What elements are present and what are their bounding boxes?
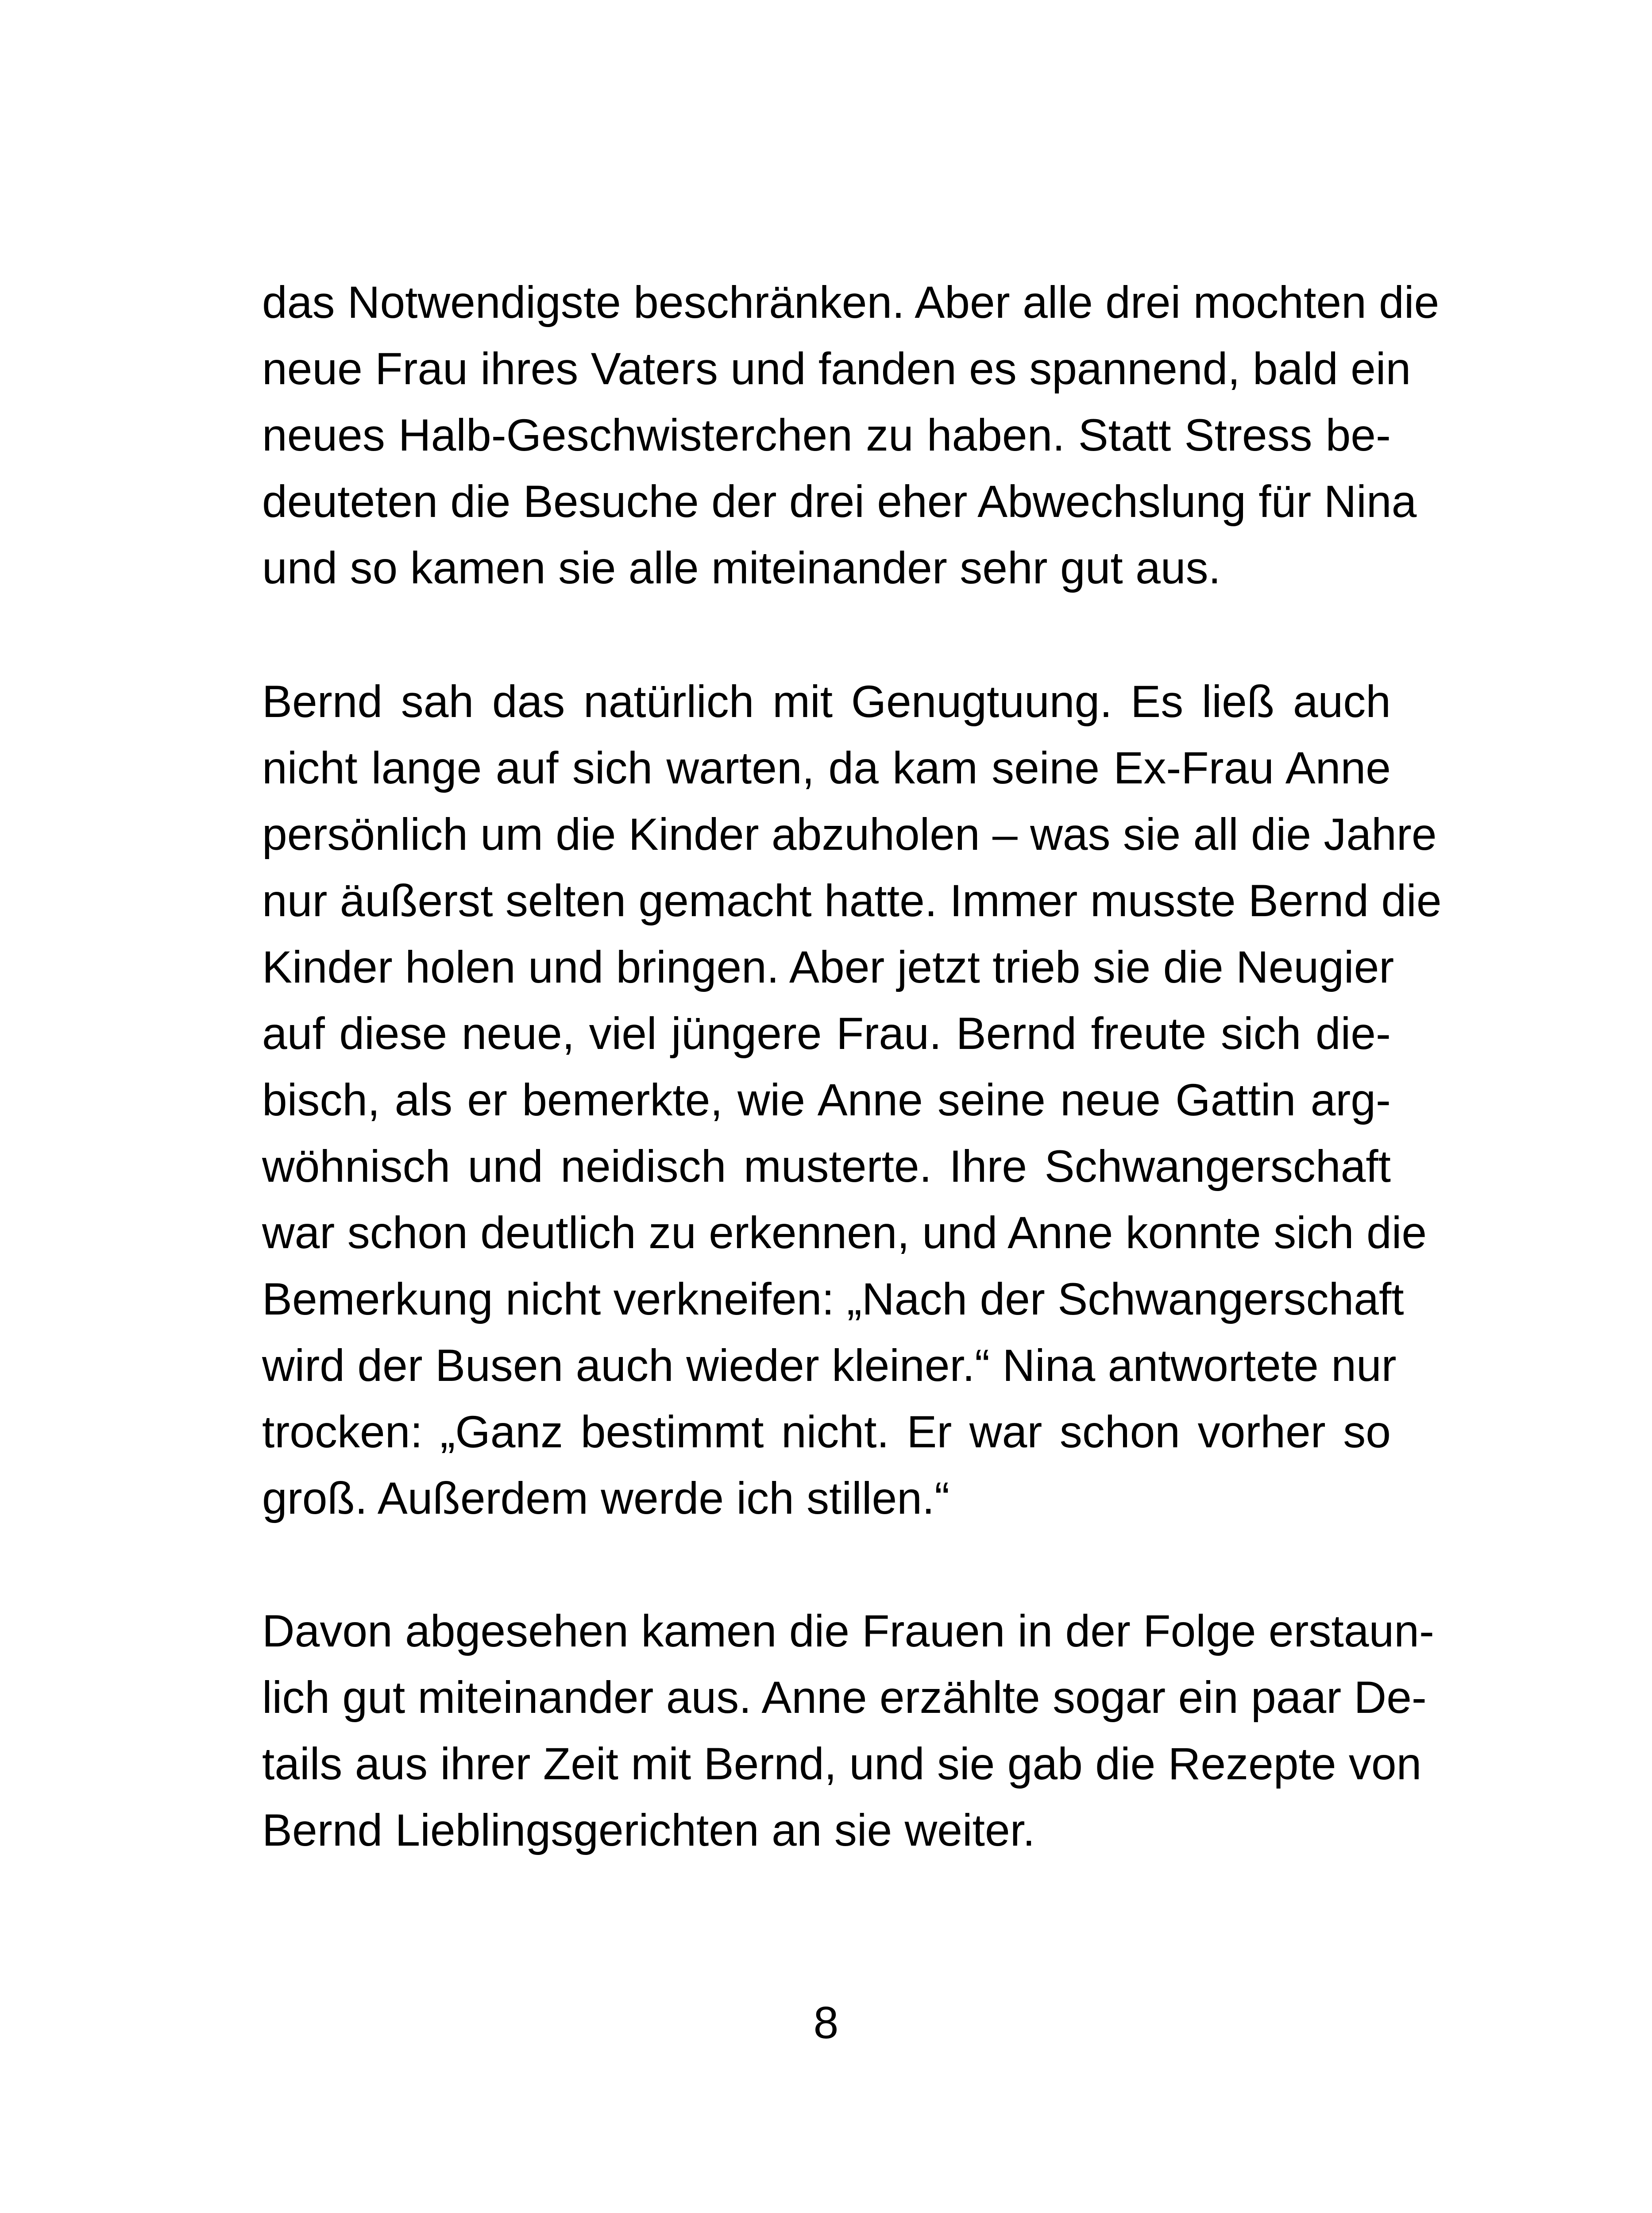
text-line: tails aus ihrer Zeit mit Bernd, und sie gab die Rezepte von xyxy=(262,1739,1422,1789)
text-line: nur äußerst selten gemacht hatte. Immer musste Bernd die xyxy=(262,875,1442,926)
text-line: trocken: „Ganz bestimmt nicht. Er war schon vorher so xyxy=(262,1407,1391,1457)
text-line: auf diese neue, viel jüngere Frau. Bernd freute sich die- xyxy=(262,1008,1391,1059)
text-line: und so kamen sie alle miteinander sehr gut aus. xyxy=(262,543,1221,593)
text-line: neue Frau ihres Vaters und fanden es spannend, bald ein xyxy=(262,343,1411,394)
text-line: Bernd Lieblingsgerichten an sie weiter. xyxy=(262,1805,1035,1855)
paragraph-2 xyxy=(262,668,1442,1531)
text-line: das Notwendigste beschränken. Aber alle drei mochten die xyxy=(262,277,1440,328)
page-number: 8 xyxy=(813,1997,839,2048)
text-line: bisch, als er bemerkte, wie Anne seine neue Gattin arg- xyxy=(262,1075,1391,1125)
paragraph-1 xyxy=(262,269,1440,601)
text-line: Bemerkung nicht verkneifen: „Nach der Schwangerschaft xyxy=(262,1274,1404,1324)
text-line: wird der Busen auch wieder kleiner.“ Nina antwortete nur xyxy=(262,1340,1397,1391)
paragraph-3 xyxy=(262,1598,1434,1863)
text-line: Bernd sah das natürlich mit Genugtuung. Es ließ auch xyxy=(262,676,1391,727)
text-line: lich gut miteinander aus. Anne erzählte sogar ein paar De- xyxy=(262,1672,1427,1723)
text-line: deuteten die Besuche der drei eher Abwechslung für Nina xyxy=(262,476,1417,527)
text-line: nicht lange auf sich warten, da kam seine Ex-Frau Anne xyxy=(262,743,1391,793)
text-line: Davon abgesehen kamen die Frauen in der Folge erstaun- xyxy=(262,1606,1434,1656)
text-line: groß. Außerdem werde ich stillen.“ xyxy=(262,1473,950,1523)
text-line: wöhnisch und neidisch musterte. Ihre Schwangerschaft xyxy=(262,1141,1391,1191)
text-line: Kinder holen und bringen. Aber jetzt trieb sie die Neugier xyxy=(262,942,1394,992)
text-line: war schon deutlich zu erkennen, und Anne konnte sich die xyxy=(262,1207,1427,1258)
text-line: neues Halb-Geschwisterchen zu haben. Statt Stress be- xyxy=(262,410,1391,460)
text-line: persönlich um die Kinder abzuholen – was sie all die Jahre xyxy=(262,809,1437,860)
